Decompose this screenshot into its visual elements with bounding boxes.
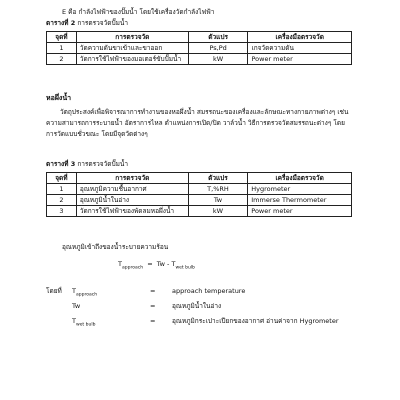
table-cell: Hygrometer <box>248 184 352 195</box>
table-cell: เกจวัดความดัน <box>248 43 352 54</box>
table3-header: การตรวจวัด <box>76 173 188 184</box>
table3-header: ตัวแปร <box>188 173 248 184</box>
table3-caption-label: ตารางที่ 3 <box>46 160 76 168</box>
formula-rhs: Tw - T <box>156 260 176 268</box>
definition-symbol <box>72 317 95 329</box>
table2-header: การตรวจวัด <box>76 32 188 43</box>
definition-desc: approach temperature <box>172 287 246 295</box>
table-cell: Ps,Pd <box>188 43 248 54</box>
definition-desc: อุณหภูมิกระเปาะเปียกของอากาศ อ่านค่าจาก Hygrometer <box>172 317 339 325</box>
table2-header-row <box>47 32 352 43</box>
table2-caption-text: การตรวจวัดปั๊มน้ำ <box>77 19 128 27</box>
definition-symbol <box>72 302 80 314</box>
table-row <box>47 184 352 195</box>
table-row <box>47 43 352 54</box>
table-row <box>47 195 352 206</box>
table-cell: kW <box>188 54 248 65</box>
definition-equals: = <box>150 302 156 310</box>
definition-equals: = <box>150 317 156 325</box>
table3-header-row <box>47 173 352 184</box>
table-cell: วัดความดันขาเข้าและขาออก <box>76 43 188 54</box>
table3 <box>46 172 352 217</box>
table3-header: เครื่องมือตรวจวัด <box>248 173 352 184</box>
definition-symbol-sub: wet bulb <box>75 322 96 328</box>
table-cell: 1 <box>47 43 77 54</box>
table2-caption-label: ตารางที่ 2 <box>46 19 76 27</box>
approach-intro: อุณหภูมิเข้าถึงของน้ำระบายความร้อน <box>62 243 169 251</box>
table-row <box>47 206 352 217</box>
table2-header: จุดที่ <box>47 32 77 43</box>
intro-line: E คือ กำลังไฟฟ้าของปั๊มน้ำ โดยใช้เครื่องวัดกำลังไฟฟ้า <box>62 8 215 16</box>
table-cell: Power meter <box>248 206 352 217</box>
formula <box>118 260 195 270</box>
table-cell: kW <box>188 206 248 217</box>
table-row <box>47 54 352 65</box>
table2-header: ตัวแปร <box>188 32 248 43</box>
formula-equals: = <box>147 260 153 268</box>
table2-caption <box>46 19 128 27</box>
definition-symbol-main: T <box>72 317 76 325</box>
table-cell: 1 <box>47 184 77 195</box>
table-cell: Immerse Thermometer <box>248 195 352 206</box>
table3-caption <box>46 160 128 168</box>
definition-symbol-main: Tw <box>72 302 81 310</box>
table-cell: วัดการใช้ไฟฟ้าของมอเตอร์ขับปั๊มน้ำ <box>76 54 188 65</box>
formula-lhs: T <box>118 260 122 268</box>
table-cell: 2 <box>47 54 77 65</box>
definition-desc: อุณหภูมิน้ำในอ่าง <box>172 302 222 310</box>
table-cell: Tw <box>188 195 248 206</box>
table-cell: วัดการใช้ไฟฟ้าของพัดลมหอผึ่งน้ำ <box>76 206 188 217</box>
definition-symbol <box>72 287 97 299</box>
table2 <box>46 31 352 65</box>
table-cell: 2 <box>47 195 77 206</box>
definitions-lead: โดยที่ <box>46 287 62 295</box>
table3-header: จุดที่ <box>47 173 77 184</box>
definition-equals: = <box>150 287 156 295</box>
definition-symbol-sub: approach <box>75 292 98 298</box>
table-cell: T,%RH <box>188 184 248 195</box>
definition-symbol-main: T <box>72 287 76 295</box>
table2-header: เครื่องมือตรวจวัด <box>248 32 352 43</box>
body-paragraph: วัตถุประสงค์เพื่อพิจารณาการทำงานของหอผึ่งน้ำ สมรรถนะของเครื่องและลักษณะทางกายภาพต่างๆ เช่น ความสามารถการระบายน้ำ อัตราการไหล ตำแหน่งการเปิด/ปิด วาล์วน้ำ วิธีการตรวจวัดสมรรถนะต่างๆ โดยการวัดแบบชั่วขณะ โดยมีจุดวัดต่างๆ <box>46 108 349 138</box>
table-cell: 3 <box>47 206 77 217</box>
table-cell: อุณหภูมิน้ำในอ่าง <box>76 195 188 206</box>
table3-caption-text: การตรวจวัดปั๊มน้ำ <box>77 160 128 168</box>
formula-lhs-sub: approach <box>121 265 144 271</box>
table-cell: อุณหภูมิความชื้นอากาศ <box>76 184 188 195</box>
section-title: หอผึ่งน้ำ <box>46 94 72 102</box>
table-cell: Power meter <box>248 54 352 65</box>
formula-rhs-sub: wet bulb <box>175 265 195 271</box>
